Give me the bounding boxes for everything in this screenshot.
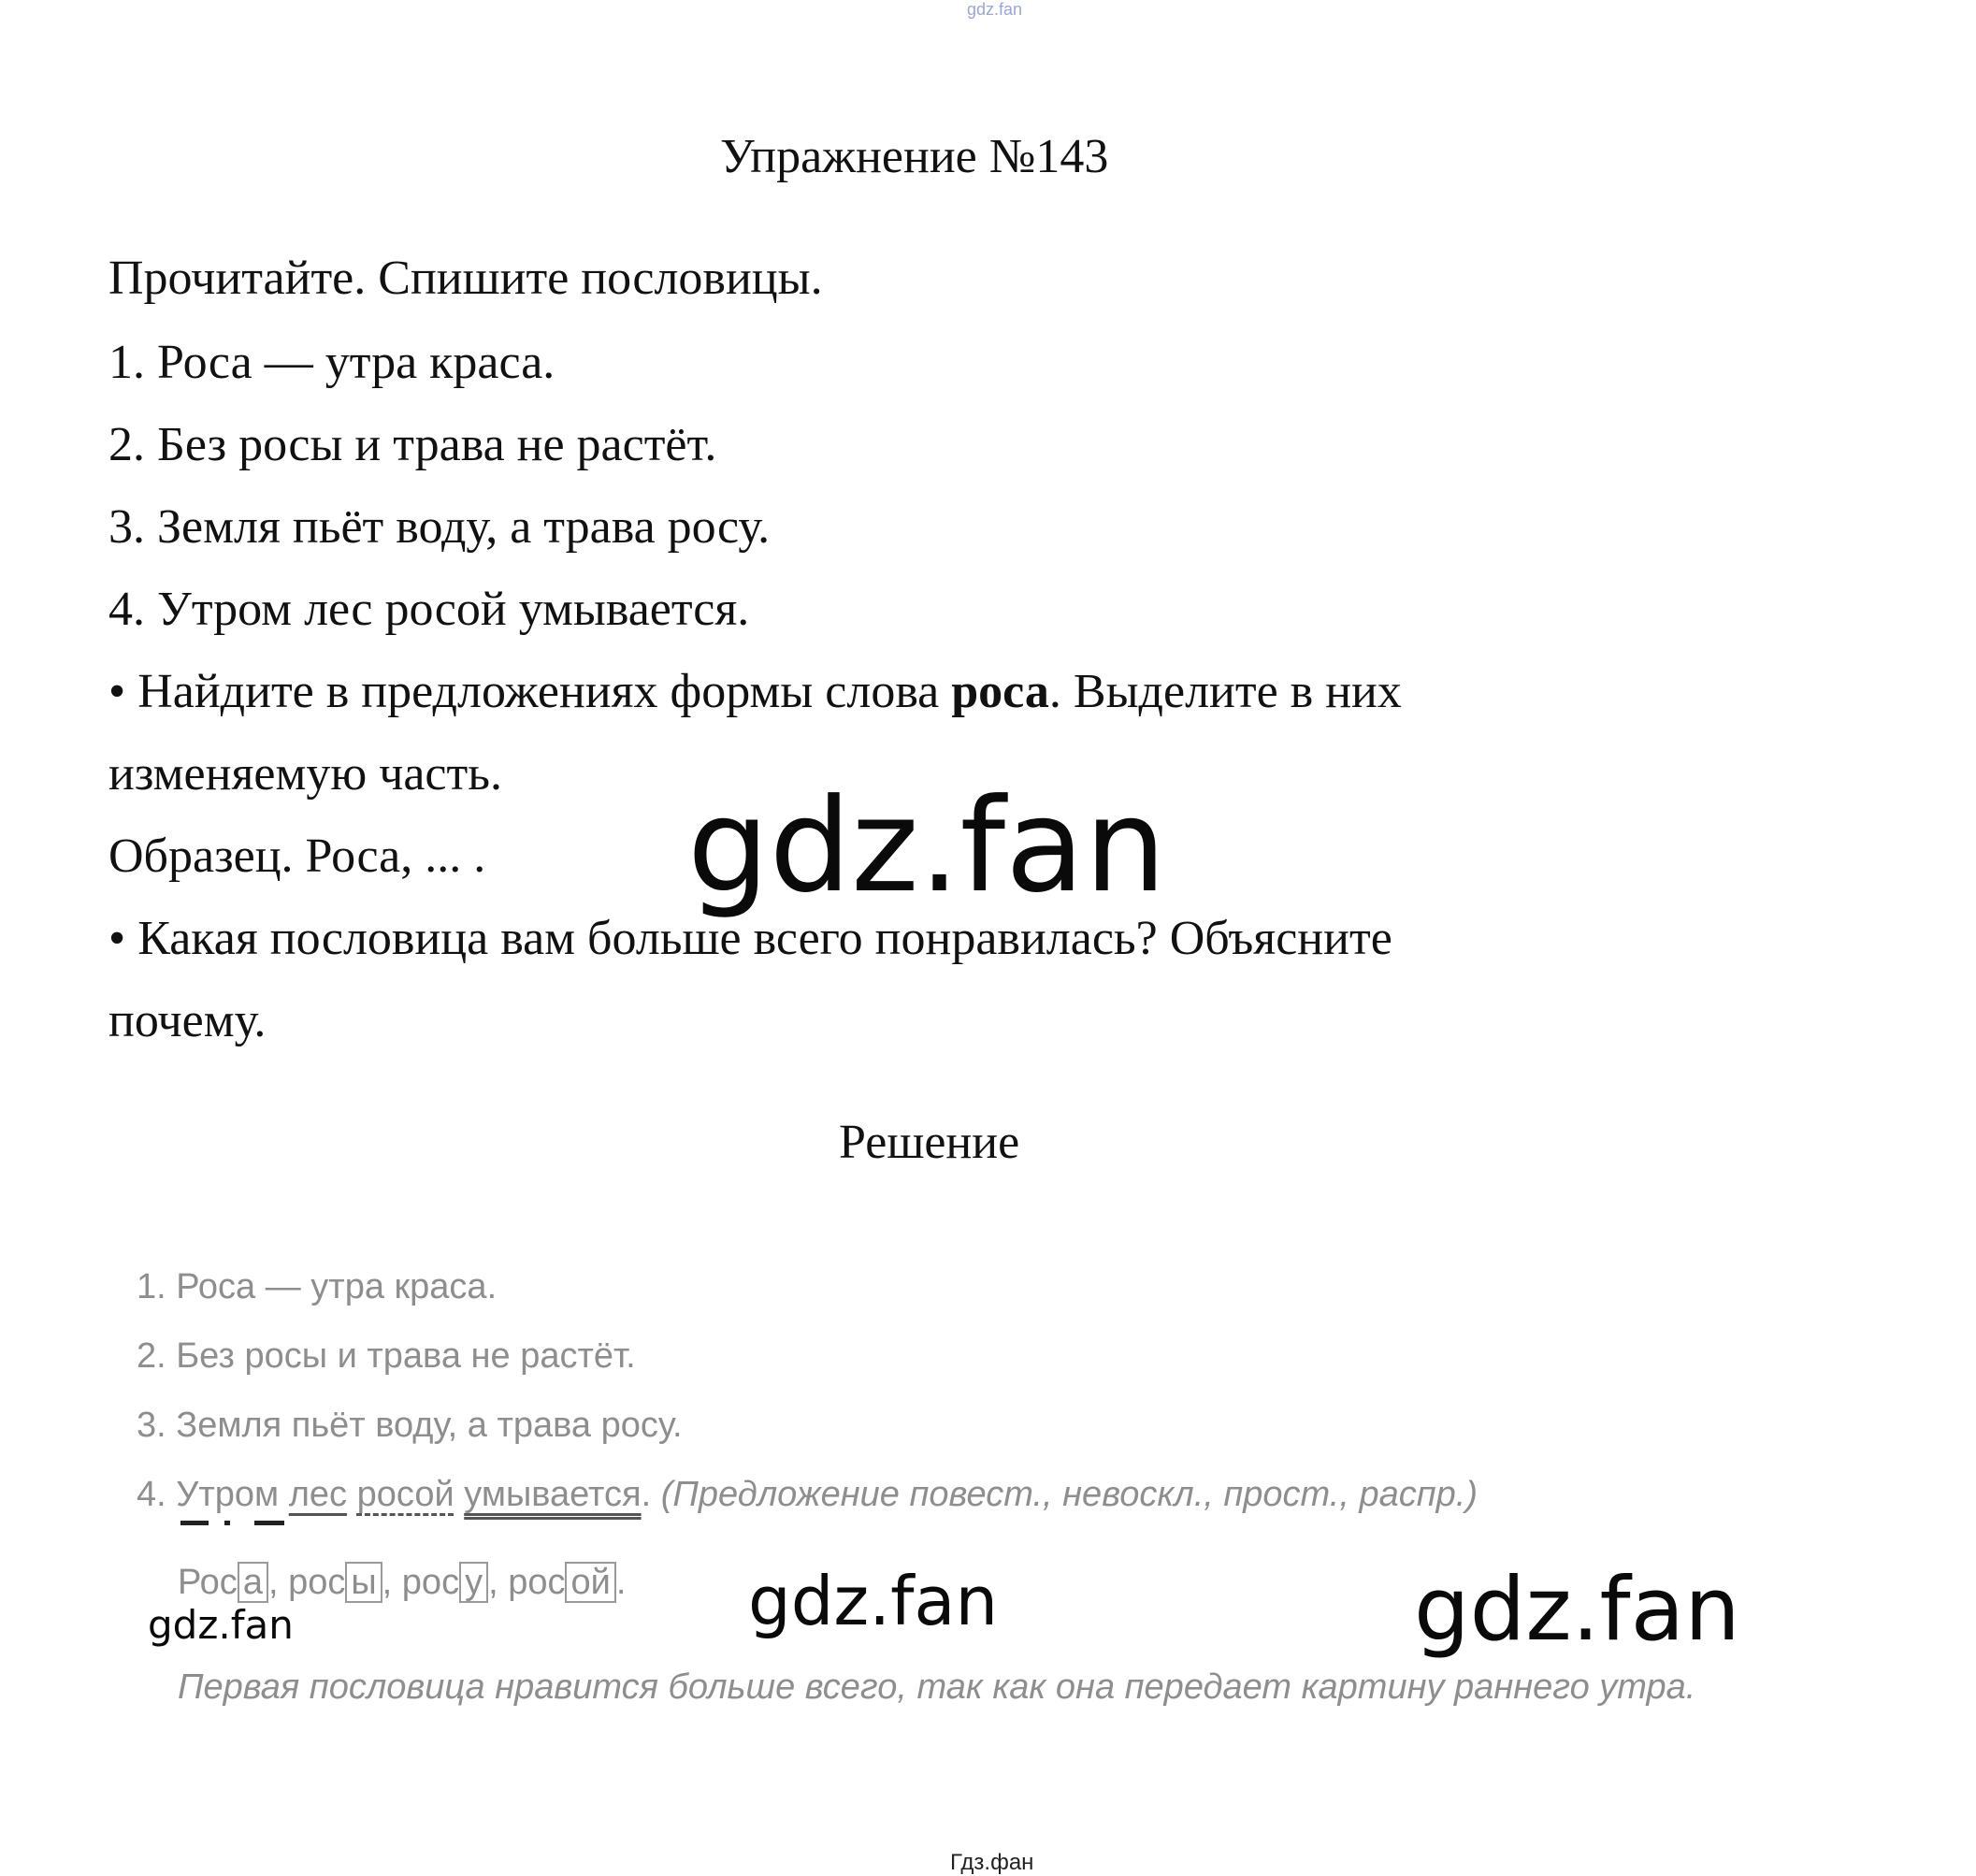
watermark-big: gdz.fan	[687, 771, 1167, 921]
exercise-title: Упражнение №143	[720, 130, 1109, 183]
form-2-stem: рос	[288, 1563, 346, 1602]
solution-line-1: 1. Роса — утра краса.	[137, 1267, 498, 1306]
word-forms-line	[178, 1562, 626, 1603]
word-object: росой	[356, 1475, 454, 1514]
adverbial-underline-dash-1	[180, 1521, 209, 1525]
proverb-2: 2. Без росы и трава не растёт.	[108, 418, 717, 471]
solution-answer: Первая пословица нравится больше всего, так как она передает картину раннего утра.	[178, 1667, 1696, 1707]
solution-line-2: 2. Без росы и трава не растёт.	[137, 1336, 636, 1376]
line4-number: 4.	[137, 1475, 177, 1514]
task-bullet-1	[108, 664, 1402, 720]
task-intro: Прочитайте. Спишите пословицы.	[108, 252, 823, 305]
watermark-right: gdz.fan	[1414, 1559, 1740, 1661]
line4-note: (Предложение повест., невоскл., прост., распр.)	[660, 1475, 1478, 1514]
form-3-stem: рос	[401, 1563, 460, 1602]
form-4-sep: .	[615, 1563, 627, 1602]
word-subject: лес	[288, 1475, 348, 1514]
task-bullet-2-line2: почему.	[108, 994, 267, 1047]
form-2-sep: ,	[382, 1563, 402, 1602]
form-3-ending: у	[459, 1562, 488, 1603]
word-adverbial: Утром	[176, 1475, 280, 1514]
top-watermark: gdz.fan	[967, 0, 1023, 19]
form-1-ending: а	[238, 1562, 268, 1603]
line4-period: .	[641, 1475, 652, 1514]
form-4-stem: рос	[508, 1563, 566, 1602]
watermark-small-left: gdz.fan	[148, 1602, 294, 1648]
adverbial-underline-dot	[224, 1521, 230, 1525]
word-predicate: умывается	[464, 1475, 642, 1514]
task-sample: Образец. Роса, ... .	[108, 830, 486, 883]
form-1-stem: Рос	[178, 1563, 238, 1602]
solution-heading: Решение	[839, 1116, 1020, 1169]
bullet1-text-before: • Найдите в предложениях формы слова	[108, 665, 952, 718]
form-3-sep: ,	[488, 1563, 509, 1602]
proverb-4: 4. Утром лес росой умывается.	[108, 583, 750, 636]
proverb-1: 1. Роса — утра краса.	[108, 336, 555, 389]
proverb-3: 3. Земля пьёт воду, а трава росу.	[108, 500, 771, 554]
solution-line-4	[137, 1474, 1478, 1515]
form-4-ending: ой	[565, 1562, 615, 1603]
form-2-ending: ы	[345, 1562, 382, 1603]
watermark-mid: gdz.fan	[748, 1562, 999, 1640]
task-bullet-2: • Какая пословица вам больше всего понравилась? Объясните	[108, 912, 1392, 965]
task-bullet-1-line2: изменяемую часть.	[108, 747, 502, 801]
bullet1-text-after: . Выделите в них	[1048, 665, 1402, 718]
footer-watermark: Гдз.фан	[950, 1850, 1034, 1875]
bullet1-bold-word: роса	[951, 665, 1049, 718]
solution-line-3: 3. Земля пьёт воду, а трава росу.	[137, 1406, 683, 1445]
adverbial-underline-dash-2	[254, 1521, 284, 1525]
form-1-sep: ,	[267, 1563, 289, 1602]
